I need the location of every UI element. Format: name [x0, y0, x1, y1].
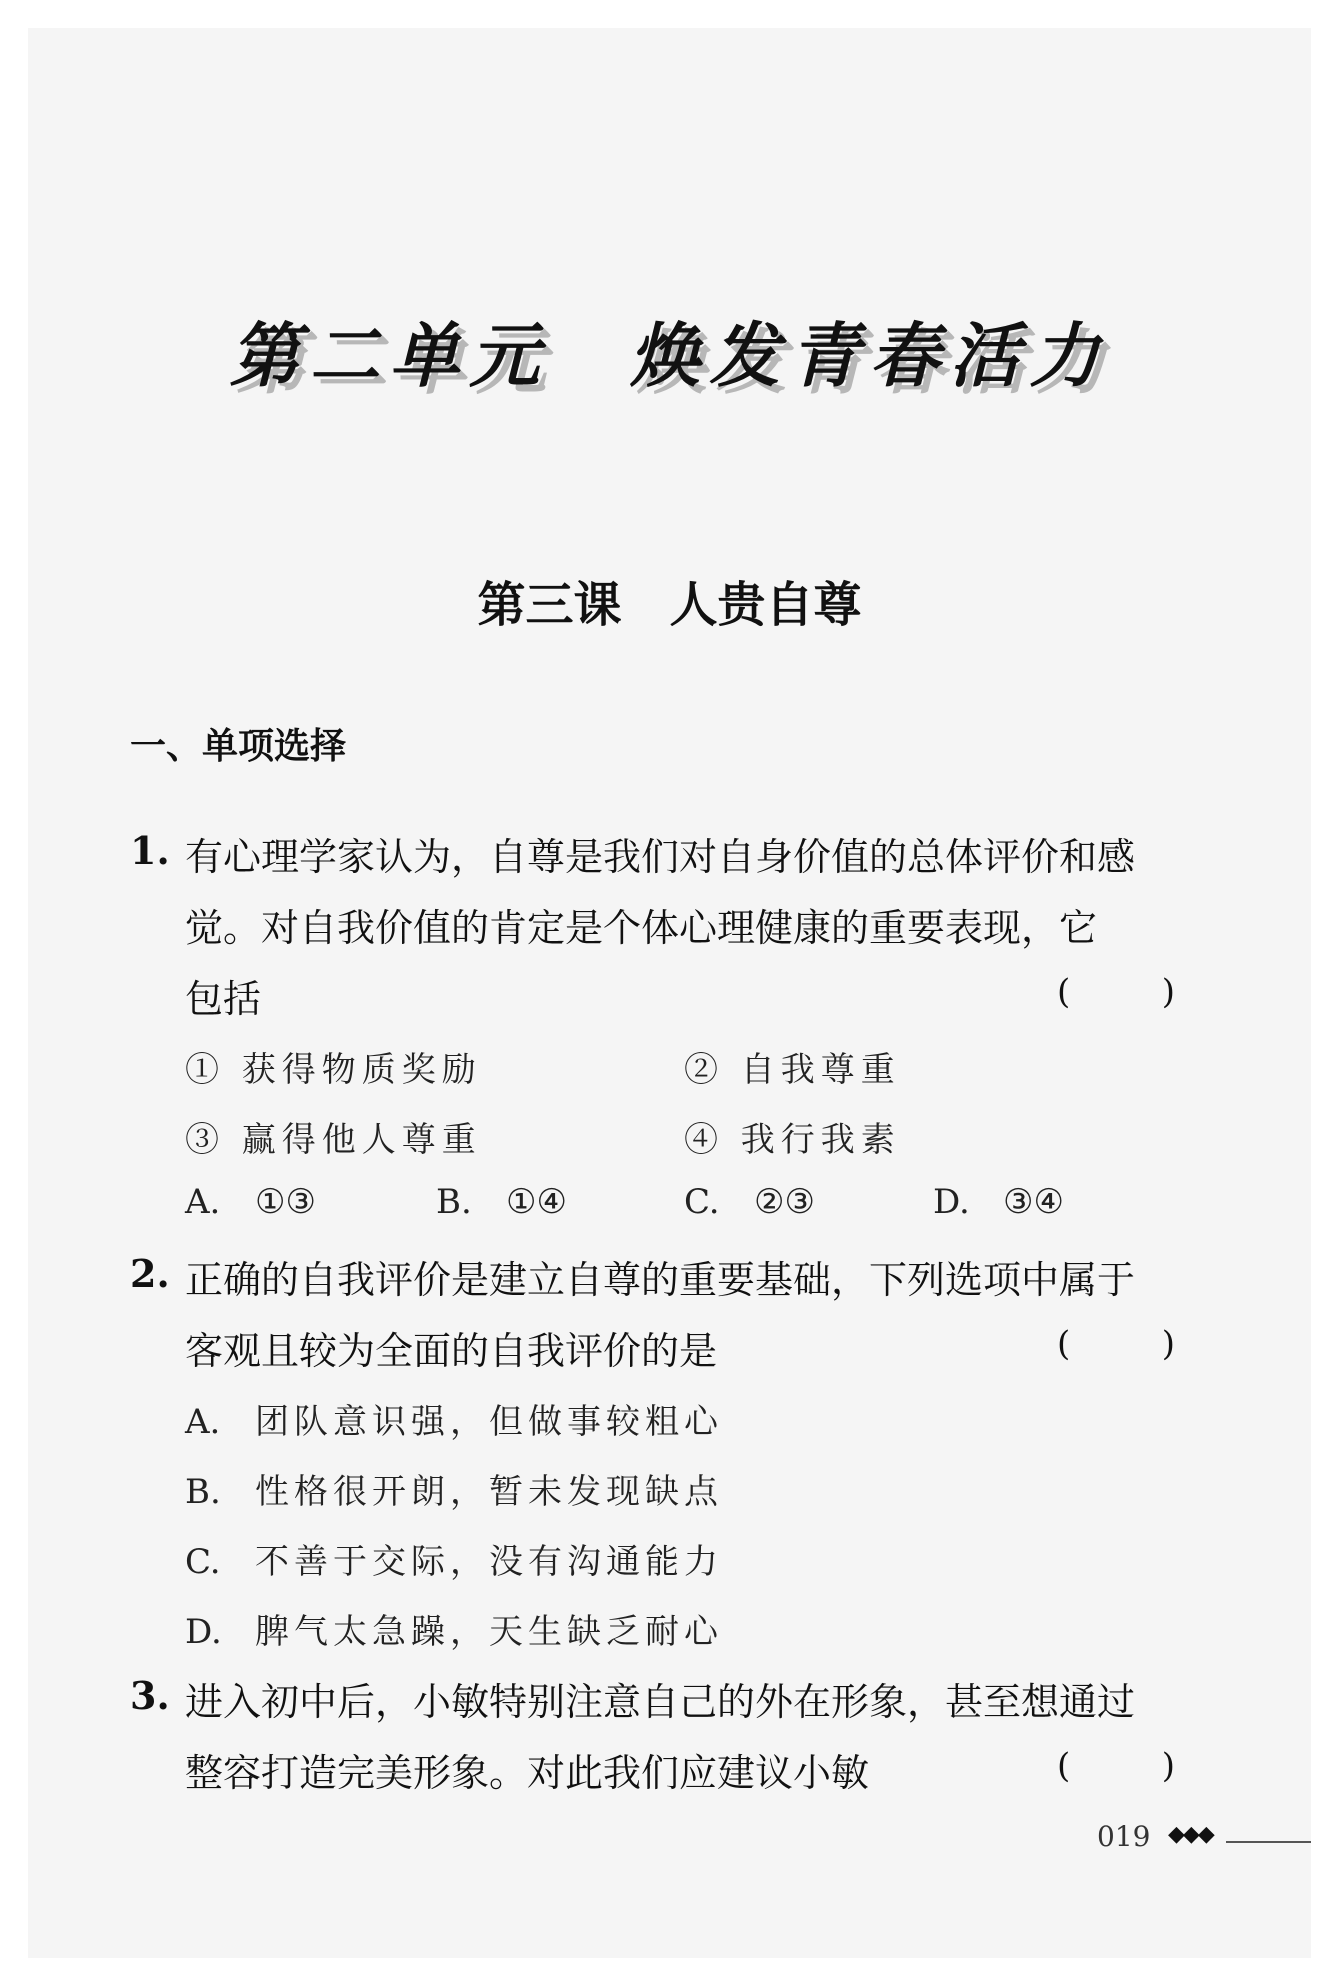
- choice-letter: C.: [684, 1182, 720, 1222]
- question-1-statement-4: ④ 我行我素: [684, 1120, 901, 1160]
- choice-text: ①③: [255, 1182, 316, 1222]
- paren-open: (: [1057, 1746, 1071, 1786]
- question-1-statement-3: ③ 赢得他人尊重: [185, 1120, 482, 1160]
- question-1-statement-2: ② 自我尊重: [684, 1050, 901, 1090]
- paren-close: ): [1161, 1746, 1175, 1786]
- unit-title: 第二单元 焕发青春活力: [229, 314, 1110, 397]
- question-1-choice-c[interactable]: [684, 1182, 815, 1222]
- paren-close: ): [1161, 972, 1175, 1012]
- choice-text: ①④: [506, 1182, 567, 1222]
- choice-letter: D.: [933, 1182, 970, 1222]
- question-1-number: 1.: [130, 828, 170, 873]
- lesson-title: 第三课 人贵自尊: [477, 577, 862, 633]
- question-1-choice-b[interactable]: [436, 1182, 567, 1222]
- question-2-choice-a[interactable]: [185, 1394, 723, 1443]
- choice-text: 脾气太急躁，天生缺乏耐心: [255, 1612, 723, 1652]
- choice-text: 性格很开朗，暂未发现缺点: [255, 1472, 723, 1512]
- question-1-line-2: 觉。对自我价值的肯定是个体心理健康的重要表现，它: [185, 906, 1098, 950]
- question-3-line-1: 进入初中后，小敏特别注意自己的外在形象，甚至想通过: [185, 1680, 1136, 1724]
- page-number: 019: [1097, 1820, 1151, 1853]
- question-3-line-2: 整容打造完美形象。对此我们应建议小敏: [185, 1751, 870, 1795]
- question-2-line-1: 正确的自我评价是建立自尊的重要基础，下列选项中属于: [185, 1258, 1136, 1302]
- question-3-answer-blank[interactable]: [1057, 1746, 1175, 1786]
- footer-rule: [1226, 1841, 1311, 1843]
- paren-open: (: [1057, 972, 1071, 1012]
- choice-letter: A.: [185, 1402, 221, 1442]
- question-1-choice-d[interactable]: [933, 1182, 1064, 1222]
- choice-letter: D.: [185, 1612, 222, 1652]
- question-1-choice-a[interactable]: [185, 1182, 316, 1222]
- question-3-number: 3.: [130, 1673, 170, 1718]
- question-2-choice-b[interactable]: [185, 1464, 723, 1513]
- question-2-answer-blank[interactable]: [1057, 1324, 1175, 1364]
- choice-text: ②③: [754, 1182, 815, 1222]
- choice-letter: C.: [185, 1542, 221, 1582]
- paren-open: (: [1057, 1324, 1071, 1364]
- question-1-line-1: 有心理学家认为，自尊是我们对自身价值的总体评价和感: [185, 835, 1136, 879]
- question-1-statement-1: ① 获得物质奖励: [185, 1050, 482, 1090]
- question-2-choice-d[interactable]: [185, 1604, 723, 1653]
- question-1-answer-blank[interactable]: [1057, 972, 1175, 1012]
- question-2-number: 2.: [130, 1251, 170, 1296]
- choice-text: ③④: [1003, 1182, 1064, 1222]
- paren-close: ): [1161, 1324, 1175, 1364]
- choice-letter: B.: [436, 1182, 472, 1222]
- choice-letter: B.: [185, 1472, 221, 1512]
- choice-text: 不善于交际，没有沟通能力: [255, 1542, 723, 1582]
- section-heading: 一、单项选择: [130, 726, 347, 767]
- choice-text: 团队意识强，但做事较粗心: [255, 1402, 723, 1442]
- choice-letter: A.: [185, 1182, 221, 1222]
- question-2-line-2: 客观且较为全面的自我评价的是: [185, 1329, 718, 1373]
- question-2-choice-c[interactable]: [185, 1534, 723, 1583]
- question-1-line-3: 包括: [185, 977, 262, 1021]
- diamond-ornament-icon: ◆◆◆: [1168, 1822, 1213, 1847]
